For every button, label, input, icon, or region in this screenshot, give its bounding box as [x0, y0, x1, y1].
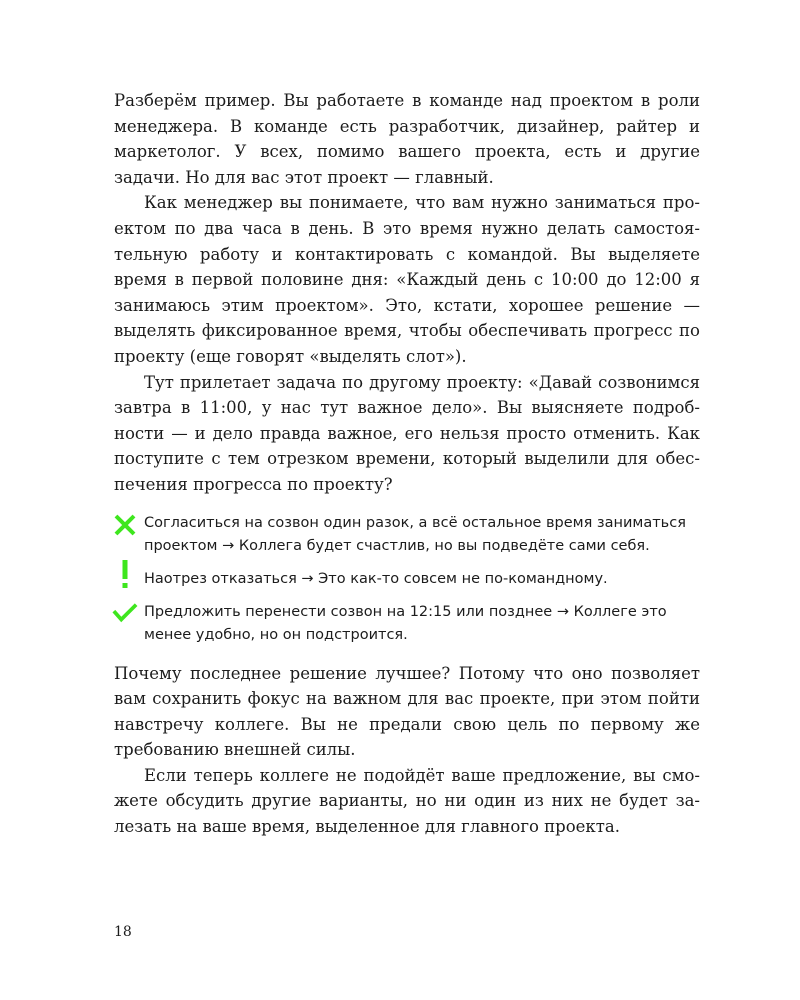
- exclamation-icon: [112, 568, 138, 594]
- paragraph-example-intro: Разберём пример. Вы работаете в команде над проектом в роли менеджера. В команде есть разработчик, дизайнер, райтер и маркетолог. У всех, помимо вашего проекта, есть и другие задачи. Но для вас этот проект — главный.: [114, 91, 700, 187]
- option-reschedule-text: Предложить перенести созвон на 12:15 или позднее → Коллеге это менее удобно, но он подстроится.: [144, 603, 667, 643]
- options-list: [114, 512, 700, 647]
- option-refuse-text: Наотрез отказаться → Это как-то совсем не по-командному.: [144, 570, 608, 587]
- page-body: [114, 88, 700, 840]
- paragraph-manager-time: Как менеджер вы понимаете, что вам нужно заниматься проектом по два часа в день. В это время нужно делать самостоятельную работу и контактировать с командой. Вы выделяете время в первой половине дня: «Каждый день с 10:00 до 12:00 я занимаюсь этим проектом». Это, кстати, хорошее решение — выделять фиксированное время, чтобы обеспечивать прогресс по проекту (еще говорят «выделять слот»).: [114, 193, 700, 366]
- paragraph-new-task: Тут прилетает задача по другому проекту: «Давай созвонимся завтра в 11:00, у нас тут важное дело». Вы выясняете подробности — и дело правда важное, его нельзя просто отменить. Как поступите с тем отрезком времени, который выделили для обеспечения прогресса по проекту?: [114, 372, 700, 494]
- paragraph-why-best: Почему последнее решение лучшее? Потому что оно позволяет вам сохранить фокус на важном для вас проекте, при этом пойти навстречу коллеге. Вы не предали свою цель по первому же требованию внешней силы.: [114, 663, 700, 760]
- check-icon: [112, 601, 138, 627]
- paragraph-other-options: Если теперь коллеге не подойдёт ваше предложение, вы сможете обсудить другие варианты, но ни один из них не будет залезать на ваше время, выделенное для главного проекта.: [114, 765, 700, 837]
- page-number: 18: [114, 924, 132, 940]
- option-reschedule: [114, 601, 700, 647]
- option-refuse: [114, 568, 700, 591]
- option-agree-text: Согласиться на созвон один разок, а всё остальное время заниматься проектом → Коллега будет счастлив, но вы подведёте сами себя.: [144, 514, 686, 554]
- cross-icon: [112, 512, 138, 538]
- option-agree: [114, 512, 700, 558]
